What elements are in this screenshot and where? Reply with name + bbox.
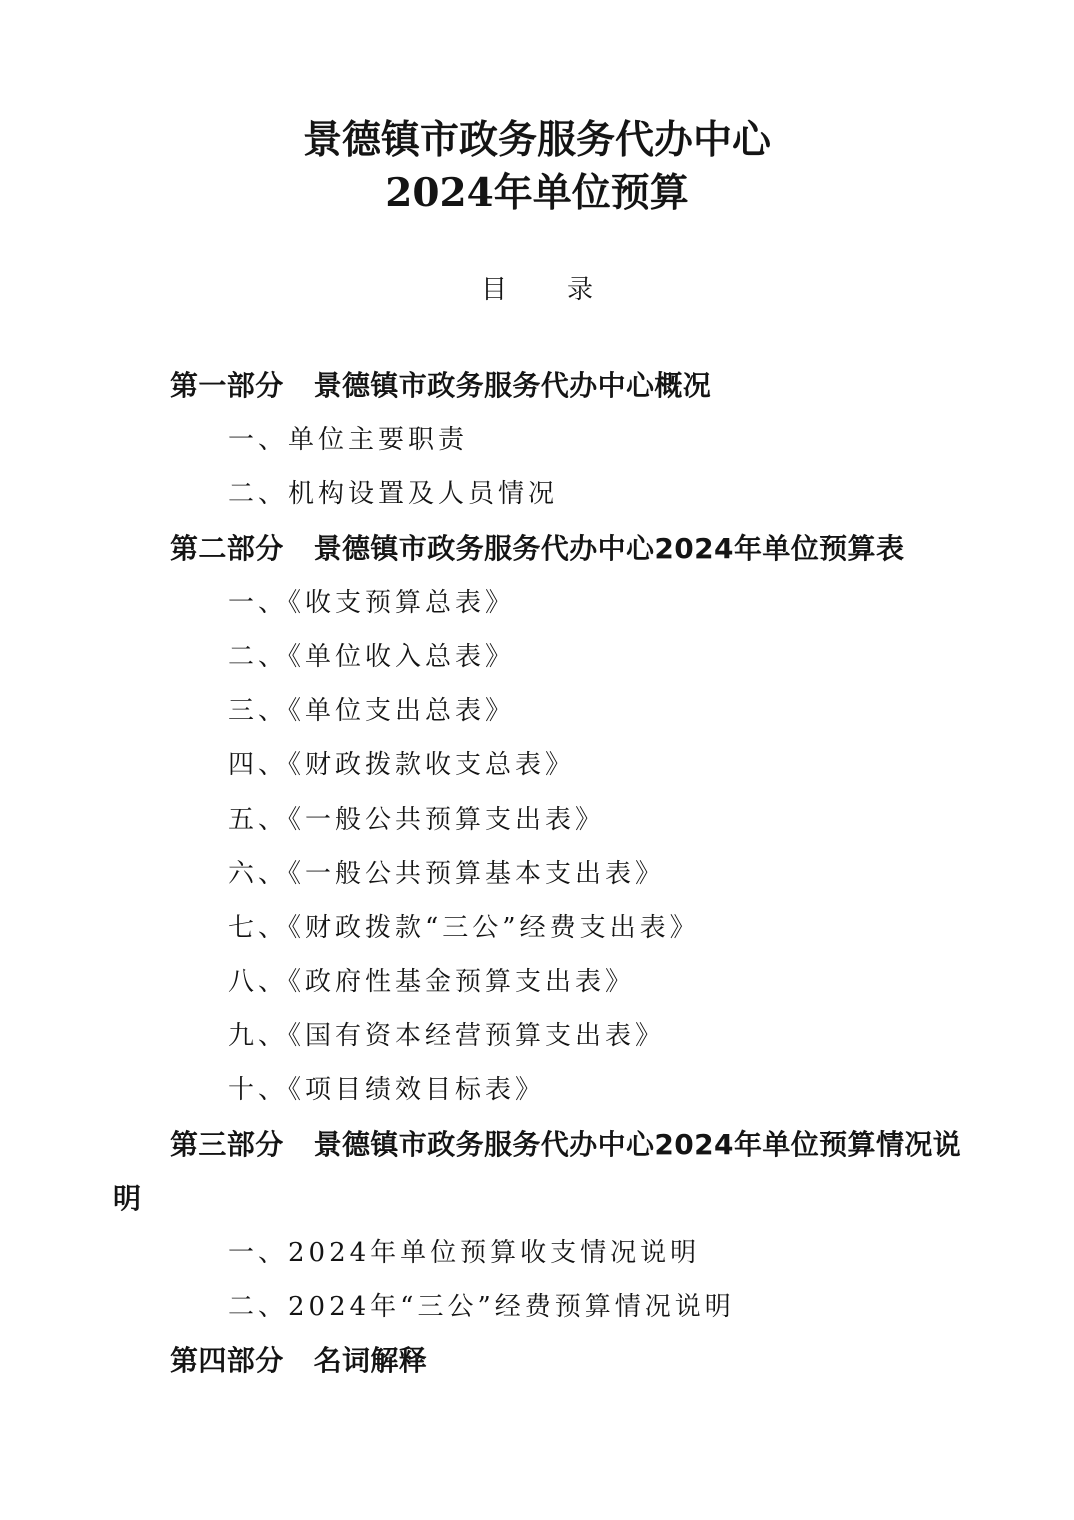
- entry-text: 《一般公共预算基本支出表》: [288, 858, 666, 889]
- entry-number: 三、: [228, 696, 289, 727]
- part-label: 第四部分: [170, 1344, 284, 1378]
- entry-text: 《财政拨款“三公”经费支出表》: [288, 912, 700, 943]
- entry-text: 单位主要职责: [288, 425, 469, 456]
- table-of-contents: [113, 359, 993, 1389]
- toc-part-2-heading: [113, 522, 993, 576]
- toc-entry: [113, 738, 993, 792]
- entry-number: 十、: [228, 1075, 289, 1106]
- entry-text: 《一般公共预算支出表》: [288, 804, 606, 835]
- part-title: 名词解释: [313, 1344, 428, 1378]
- toc-entry: [113, 467, 993, 521]
- part-title-line-2: 明: [113, 1181, 142, 1215]
- entry-number: 二、: [228, 479, 289, 510]
- entry-number: 六、: [228, 858, 289, 889]
- toc-entry: [113, 630, 993, 684]
- toc-part-4-heading: [113, 1334, 993, 1388]
- entry-number: 一、: [228, 587, 289, 618]
- toc-part-3-heading: [113, 1118, 993, 1172]
- entry-text: 《收支预算总表》: [288, 587, 516, 618]
- part-title: 景德镇市政务服务代办中心概况: [313, 369, 712, 402]
- toc-part-3-heading-continued: [113, 1172, 993, 1226]
- toc-entry: [113, 1280, 993, 1334]
- toc-entry: [113, 793, 993, 847]
- entry-text: 机构设置及人员情况: [288, 479, 559, 510]
- entry-text: 《单位支出总表》: [288, 696, 516, 727]
- entry-number: 四、: [228, 750, 289, 781]
- toc-entry: [113, 1009, 993, 1063]
- toc-entry: [113, 576, 993, 630]
- document-title: [0, 114, 1074, 220]
- entry-number: 七、: [228, 912, 289, 943]
- entry-text: 《国有资本经营预算支出表》: [288, 1021, 666, 1052]
- document-title-line-1: 景德镇市政务服务代办中心: [302, 117, 771, 163]
- toc-heading: 目 录: [480, 275, 610, 305]
- toc-entry: [113, 1063, 993, 1117]
- entry-number: 二、: [228, 641, 289, 672]
- toc-part-1-heading: [113, 359, 993, 413]
- entry-text: 《单位收入总表》: [288, 641, 516, 672]
- entry-text: 《财政拨款收支总表》: [288, 750, 576, 781]
- toc-entry: [113, 901, 993, 955]
- entry-number: 五、: [228, 804, 289, 835]
- toc-entry: [113, 955, 993, 1009]
- part-title: 景德镇市政务服务代办中心2024年单位预算表: [313, 531, 905, 565]
- document-title-line-2: 2024年单位预算: [385, 170, 689, 216]
- part-label: 第二部分: [170, 531, 284, 565]
- entry-number: 九、: [228, 1021, 289, 1052]
- entry-number: 二、: [228, 1292, 289, 1323]
- entry-number: 八、: [228, 967, 289, 998]
- entry-text: 《政府性基金预算支出表》: [288, 967, 636, 998]
- toc-entry: [113, 847, 993, 901]
- entry-number: 一、: [228, 425, 289, 456]
- toc-entry: [113, 413, 993, 467]
- entry-text: 2024年“三公”经费预算情况说明: [288, 1292, 735, 1323]
- entry-text: 《项目绩效目标表》: [288, 1075, 546, 1106]
- entry-number: 一、: [228, 1238, 289, 1268]
- part-label: 第一部分: [170, 369, 284, 402]
- entry-text: 2024年单位预算收支情况说明: [288, 1238, 701, 1268]
- toc-entry: [113, 1226, 993, 1280]
- part-title-line-1: 景德镇市政务服务代办中心2024年单位预算情况说: [313, 1127, 962, 1161]
- toc-entry: [113, 684, 993, 738]
- part-label: 第三部分: [170, 1127, 284, 1161]
